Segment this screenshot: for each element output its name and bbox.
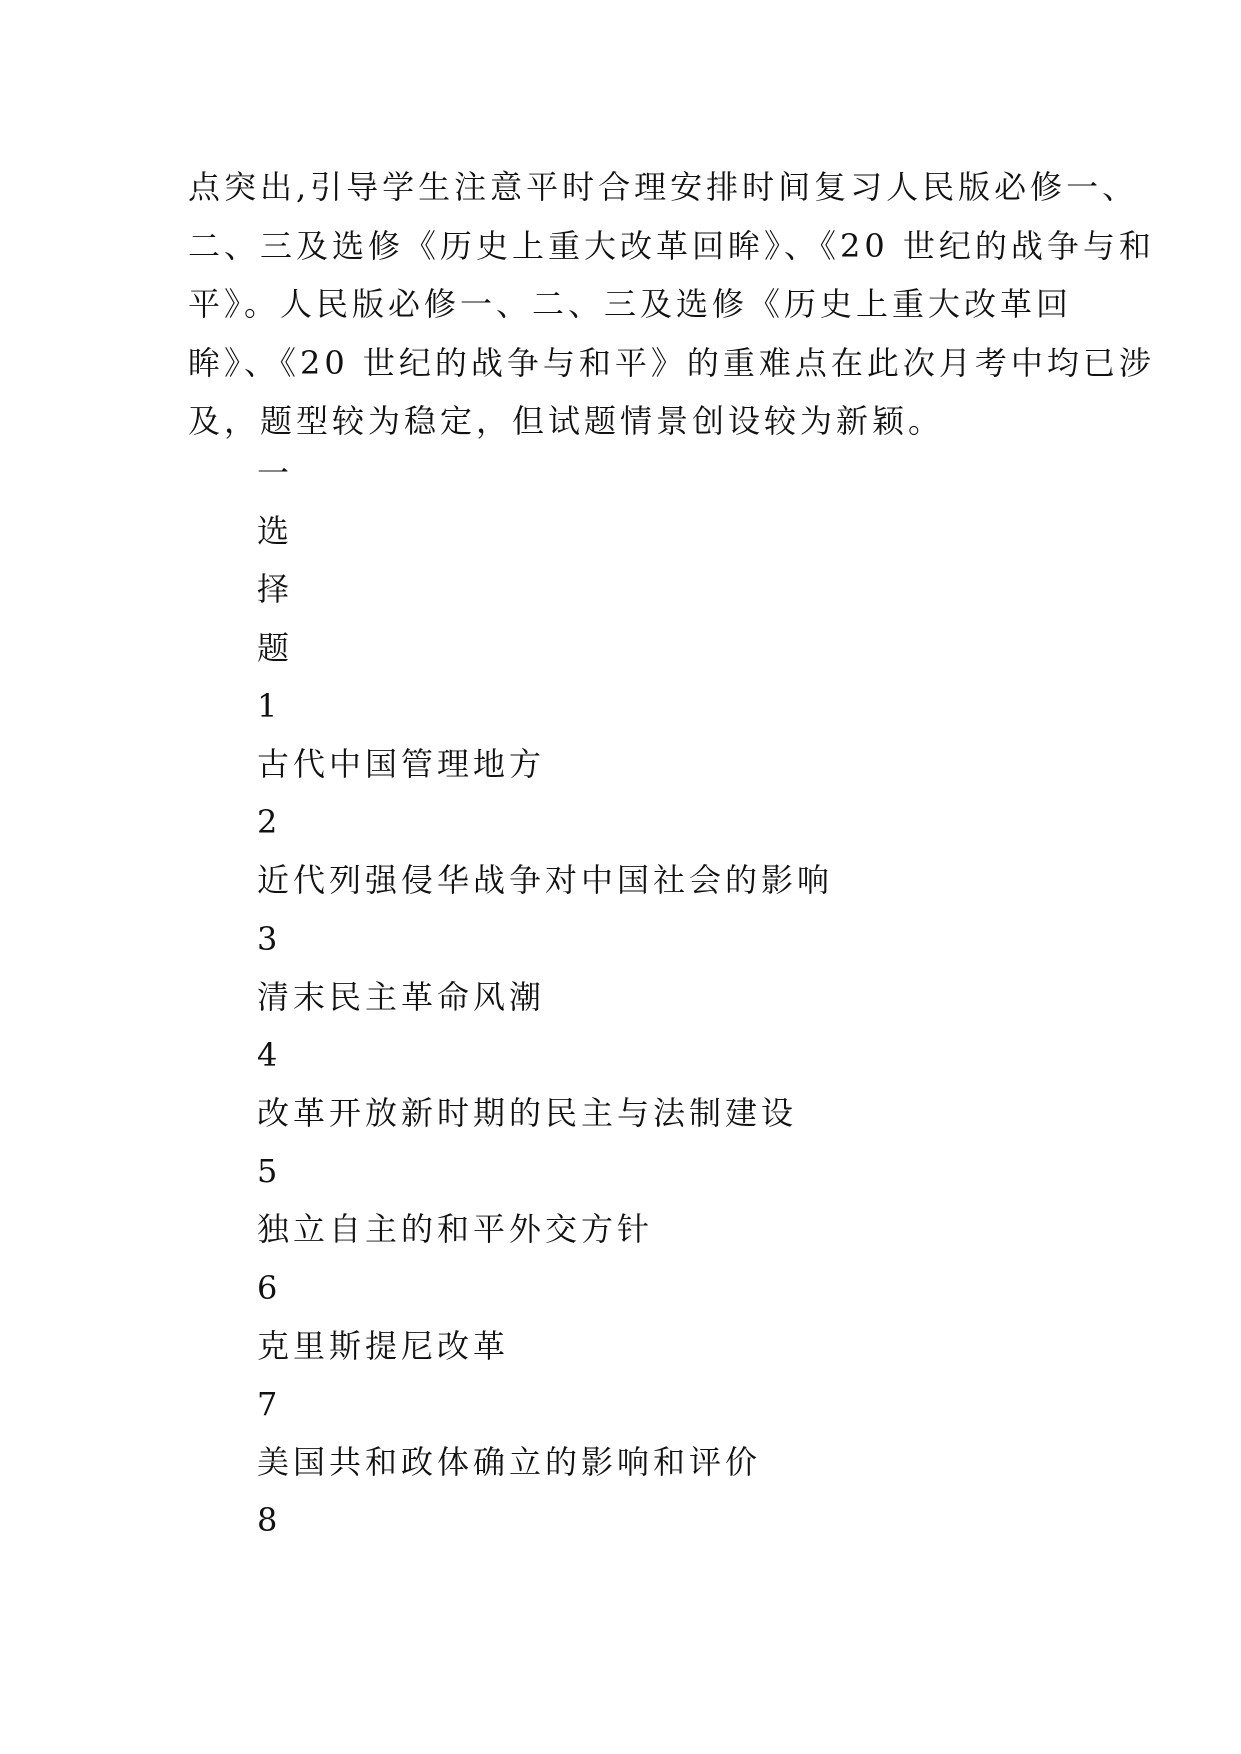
paragraph-line: 二、三及选修《历史上重大改革回眸》、《20 世纪的战争与和 xyxy=(188,226,1155,265)
question-number: 3 xyxy=(257,919,282,958)
section-title-char: 择 xyxy=(257,570,294,609)
paragraph-line: 点突出,引导学生注意平时合理安排时间复习人民版必修一、 xyxy=(188,168,1139,206)
question-number: 2 xyxy=(257,803,282,842)
question-topic: 清末民主革命风潮 xyxy=(257,977,546,1016)
question-topic: 美国共和政体确立的影响和评价 xyxy=(257,1443,762,1482)
question-number: 8 xyxy=(257,1501,282,1540)
question-number: 7 xyxy=(257,1385,282,1423)
question-topic: 古代中国管理地方 xyxy=(257,744,546,783)
paragraph-line: 平》。人民版必修一、二、三及选修《历史上重大改革回 xyxy=(188,285,1073,323)
question-topic: 近代列强侵华战争对中国社会的影响 xyxy=(257,861,834,900)
question-topic: 改革开放新时期的民主与法制建设 xyxy=(257,1094,798,1133)
section-title-char: 一 xyxy=(257,454,294,492)
section-title-char: 选 xyxy=(257,512,294,551)
section-title-char: 题 xyxy=(257,628,294,667)
question-number: 1 xyxy=(257,686,282,725)
paragraph-line: 及，题型较为稳定，但试题情景创设较为新颖。 xyxy=(188,402,945,440)
question-topic: 独立自主的和平外交方针 xyxy=(257,1210,654,1249)
question-number: 6 xyxy=(257,1268,282,1307)
intro-paragraph xyxy=(188,158,1155,451)
question-number: 4 xyxy=(257,1035,282,1074)
paragraph-line: 眸》、《20 世纪的战争与和平》的重难点在此次月考中均已涉 xyxy=(188,343,1155,382)
question-topic: 克里斯提尼改革 xyxy=(257,1326,510,1365)
question-topic-list xyxy=(257,444,1057,1550)
question-number: 5 xyxy=(257,1152,282,1191)
